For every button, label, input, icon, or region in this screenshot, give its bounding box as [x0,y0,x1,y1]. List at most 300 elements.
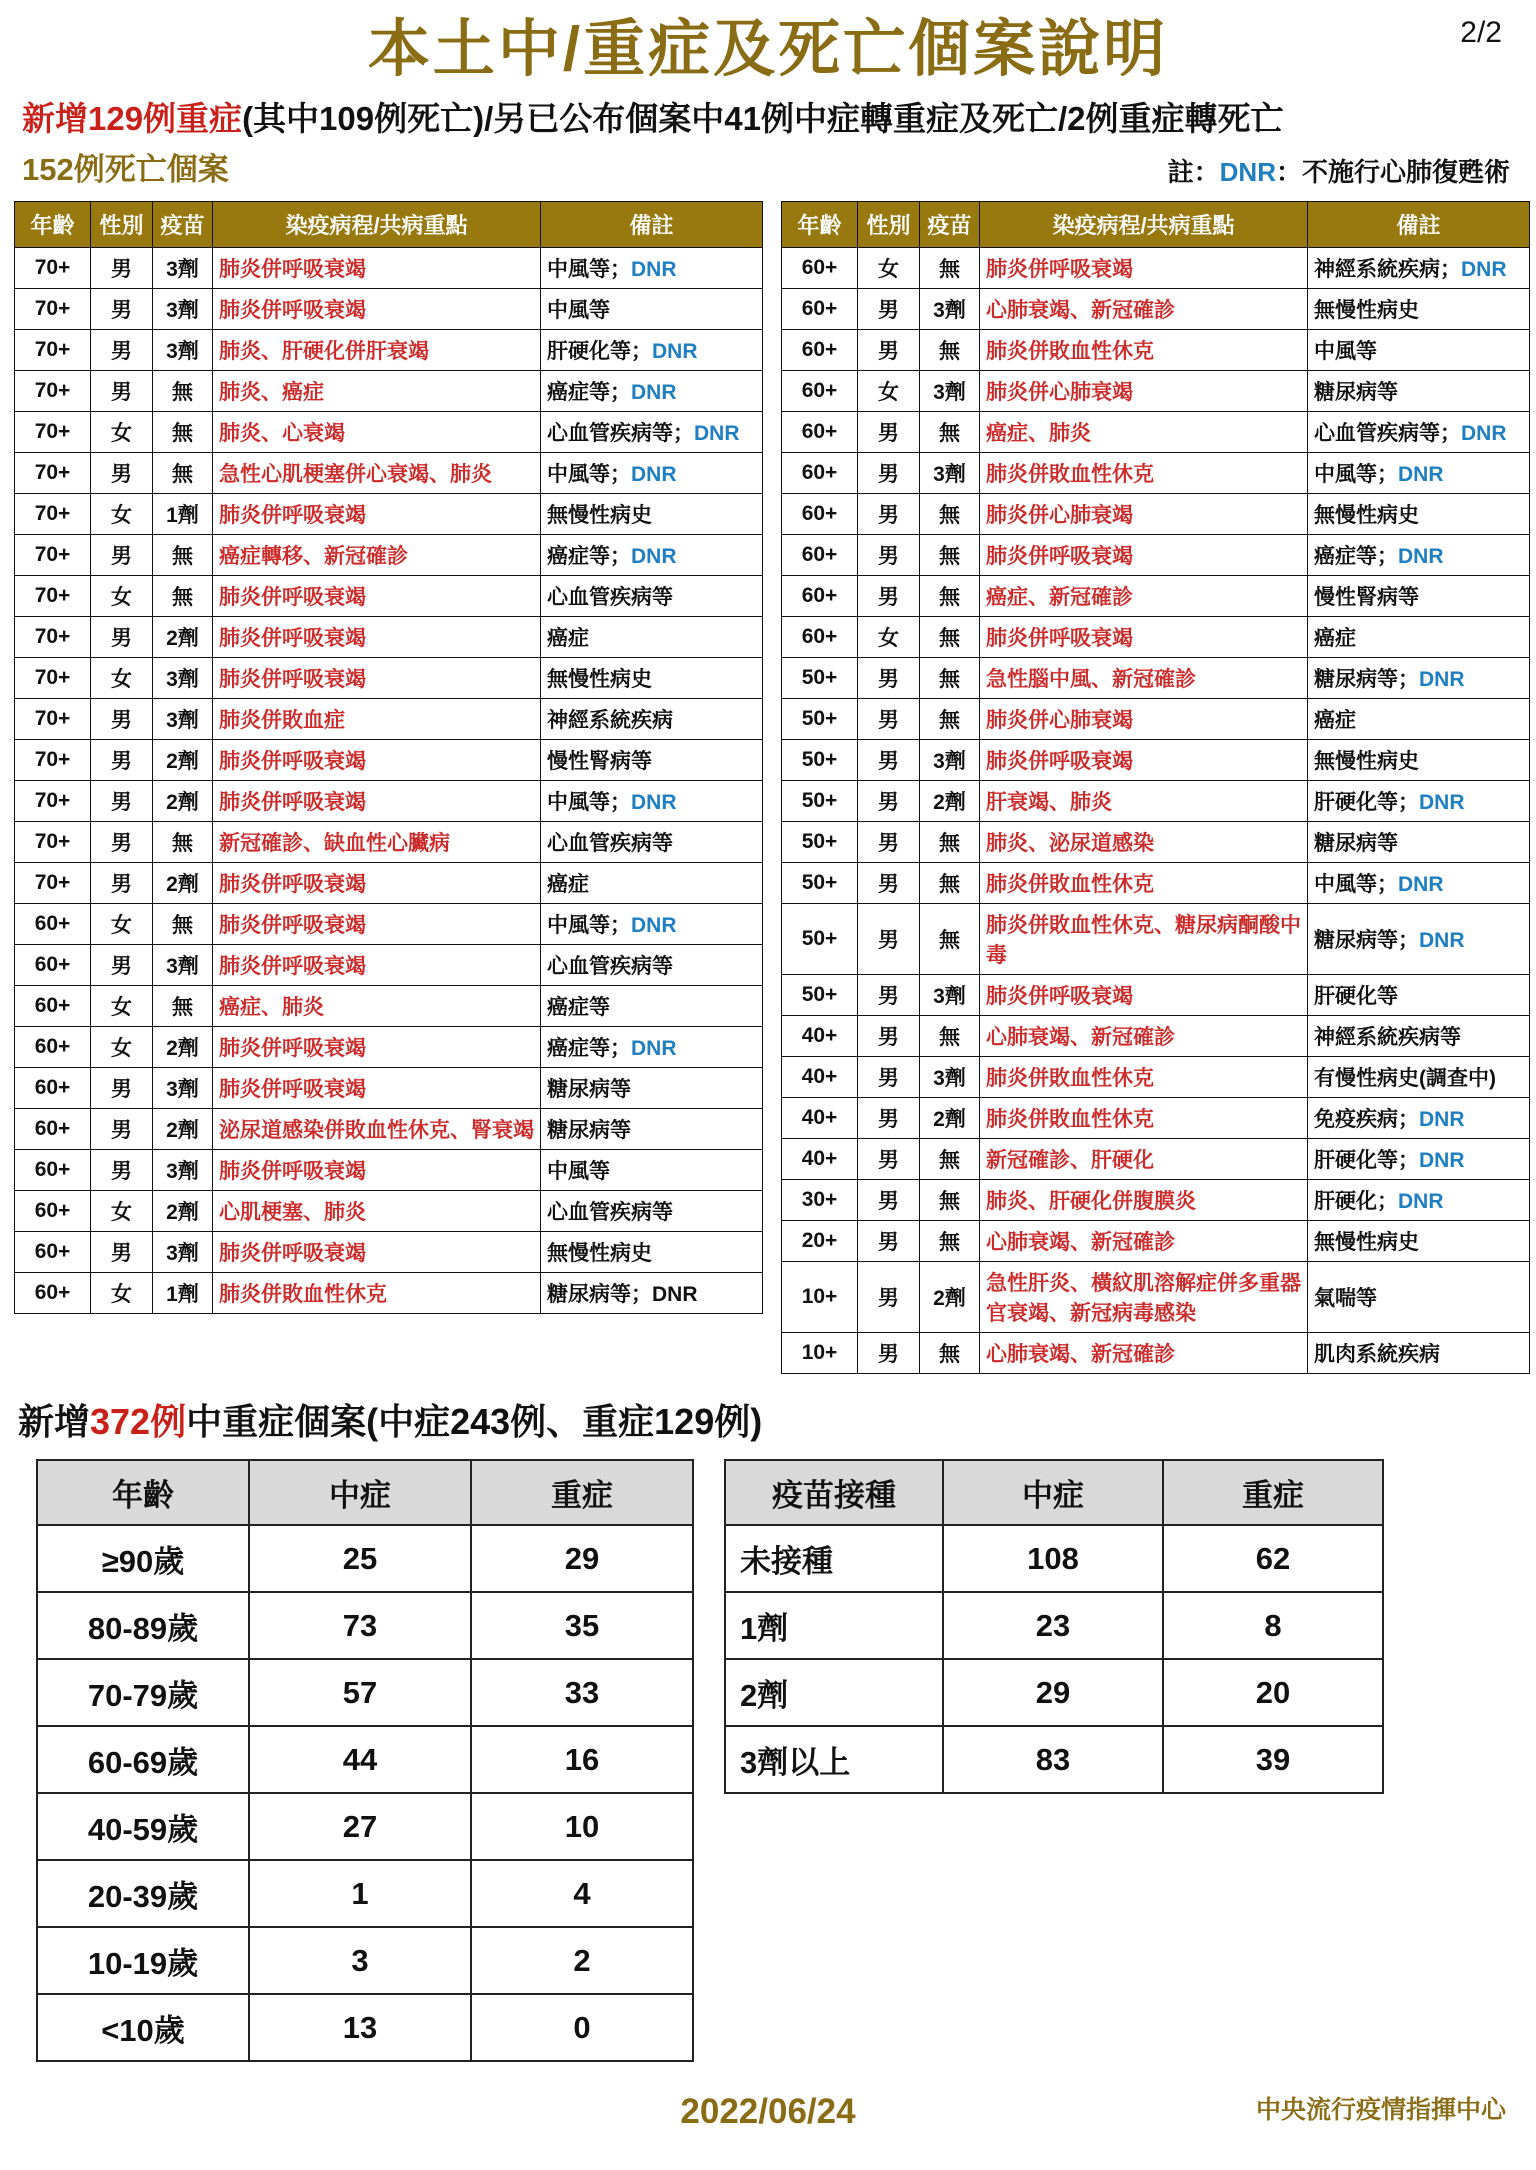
age-cell: 60+ [782,412,858,453]
sex-cell: 男 [858,576,920,617]
dnr-label: DNR [631,381,677,405]
death-row [782,453,1530,494]
vaccine-cell: 無 [920,1016,980,1057]
stats-col-header: 中症 [943,1460,1163,1525]
course-cell: 肺炎併敗血性休克 [980,330,1308,371]
stats-label-cell: 未接種 [725,1525,943,1592]
sex-cell: 男 [91,535,153,576]
dnr-label: DNR [1398,873,1444,897]
note-cell: 癌症等；DNR [541,1027,763,1068]
sex-cell: 女 [91,1273,153,1314]
legend-suffix: ：不施行心肺復甦術 [1275,157,1510,188]
stats-label-cell: 60-69歲 [37,1726,249,1793]
sex-cell: 男 [858,740,920,781]
vaccine-stats-head [725,1460,1383,1525]
note-cell: 中風等 [541,289,763,330]
death-row [782,289,1530,330]
course-cell: 肺炎併呼吸衰竭 [213,494,541,535]
death-table-right-wrap [781,201,1530,1374]
vaccine-cell: 無 [153,986,213,1027]
course-cell: 急性心肌梗塞併心衰竭、肺炎 [213,453,541,494]
vaccine-cell: 無 [153,576,213,617]
stats-value-cell: 10 [471,1793,693,1860]
stats-value-cell: 1 [249,1860,471,1927]
vaccine-cell: 3劑 [153,699,213,740]
sex-cell: 男 [858,330,920,371]
course-cell: 癌症轉移、新冠確診 [213,535,541,576]
death-row [782,1057,1530,1098]
course-cell: 肺炎併呼吸衰竭 [980,248,1308,289]
sex-cell: 男 [858,1057,920,1098]
sex-cell: 女 [91,1027,153,1068]
sex-cell: 男 [91,289,153,330]
death-row [15,699,763,740]
vaccine-cell: 無 [920,617,980,658]
sex-cell: 男 [91,1232,153,1273]
note-cell: 肝硬化等；DNR [1308,1139,1530,1180]
vaccine-cell: 無 [920,1180,980,1221]
course-cell: 肺炎併呼吸衰竭 [213,1232,541,1273]
vaccine-cell: 3劑 [153,289,213,330]
death-row [15,1273,763,1314]
vaccine-cell: 3劑 [153,330,213,371]
note-cell: 心血管疾病等 [541,576,763,617]
course-cell: 肺炎併呼吸衰竭 [213,1027,541,1068]
death-row [782,1098,1530,1139]
sex-cell: 男 [91,248,153,289]
age-cell: 50+ [782,740,858,781]
sex-cell: 男 [858,781,920,822]
course-cell: 癌症、新冠確診 [980,576,1308,617]
deaths-right-body [782,248,1530,1374]
mid-count: 372例 [90,1401,187,1443]
age-cell: 50+ [782,975,858,1016]
note-cell: 神經系統疾病；DNR [1308,248,1530,289]
stats-value-cell: 39 [1163,1726,1383,1793]
course-cell: 肺炎併呼吸衰竭 [213,617,541,658]
death-col-header: 疫苗 [920,202,980,248]
age-cell: 60+ [15,986,91,1027]
vaccine-cell: 3劑 [153,1150,213,1191]
course-cell: 肺炎併呼吸衰竭 [213,658,541,699]
new-severe-detail: (其中109例死亡)/另已公布個案中41例中症轉重症及死亡/2例重症轉死亡 [242,100,1284,138]
sex-cell: 男 [858,1221,920,1262]
note-cell: 心血管疾病等 [541,822,763,863]
vaccine-cell: 2劑 [920,781,980,822]
death-row [15,330,763,371]
course-cell: 肺炎、肝硬化併腹膜炎 [980,1180,1308,1221]
death-row [15,1068,763,1109]
vaccine-cell: 1劑 [153,494,213,535]
age-cell: 70+ [15,371,91,412]
death-row [782,1016,1530,1057]
stats-value-cell: 2 [471,1927,693,1994]
death-row [15,945,763,986]
sex-cell: 男 [858,494,920,535]
death-row [782,904,1530,975]
age-cell: 70+ [15,453,91,494]
sex-cell: 男 [91,740,153,781]
age-cell: 70+ [15,617,91,658]
stats-row [725,1726,1383,1793]
death-row [15,453,763,494]
stats-label-cell: 80-89歲 [37,1592,249,1659]
stats-label-cell: 2劑 [725,1659,943,1726]
age-cell: 30+ [782,1180,858,1221]
note-cell: 癌症 [541,863,763,904]
vaccine-cell: 3劑 [920,453,980,494]
vaccine-cell: 1劑 [153,1273,213,1314]
course-cell: 肺炎併心肺衰竭 [980,699,1308,740]
note-cell: 肌肉系統疾病 [1308,1333,1530,1374]
age-cell: 10+ [782,1262,858,1333]
course-cell: 心肺衰竭、新冠確診 [980,289,1308,330]
vaccine-cell: 無 [920,699,980,740]
sex-cell: 女 [91,986,153,1027]
stats-tables [0,1459,1536,2062]
stats-col-header: 重症 [1163,1460,1383,1525]
vaccine-cell: 無 [920,248,980,289]
note-cell: 中風等 [1308,330,1530,371]
age-cell: 60+ [15,945,91,986]
death-row [782,822,1530,863]
death-row [15,1191,763,1232]
sex-cell: 男 [858,863,920,904]
age-stats-table [36,1459,694,2062]
age-cell: 60+ [782,535,858,576]
death-row [15,289,763,330]
vaccine-cell: 無 [153,453,213,494]
course-cell: 新冠確診、肝硬化 [980,1139,1308,1180]
vaccine-cell: 3劑 [153,945,213,986]
note-cell: 心血管疾病等；DNR [541,412,763,453]
stats-value-cell: 3 [249,1927,471,1994]
note-cell: 無慢性病史 [1308,289,1530,330]
stats-value-cell: 62 [1163,1525,1383,1592]
stats-value-cell: 27 [249,1793,471,1860]
death-row [782,781,1530,822]
dnr-label: DNR [694,422,740,446]
stats-value-cell: 29 [943,1659,1163,1726]
death-row [15,1150,763,1191]
death-row [782,863,1530,904]
footer-agency: 中央流行疫情指揮中心 [1255,2096,1506,2124]
death-row [782,1180,1530,1221]
death-col-header: 年齡 [782,202,858,248]
stats-col-header: 重症 [471,1460,693,1525]
vaccine-cell: 無 [920,412,980,453]
death-row [15,863,763,904]
stats-label-cell: 40-59歲 [37,1793,249,1860]
vaccine-cell: 3劑 [920,975,980,1016]
age-cell: 60+ [782,371,858,412]
vaccine-cell: 無 [920,494,980,535]
note-cell: 癌症等；DNR [1308,535,1530,576]
stats-value-cell: 8 [1163,1592,1383,1659]
age-stats-body [37,1525,693,2061]
stats-value-cell: 20 [1163,1659,1383,1726]
vaccine-cell: 無 [153,904,213,945]
dnr-label: DNR [1398,463,1444,487]
page-number: 2/2 [1460,16,1502,49]
note-cell: 無慢性病史 [1308,1221,1530,1262]
stats-col-header: 中症 [249,1460,471,1525]
stats-label-cell: 70-79歲 [37,1659,249,1726]
stats-row [37,1793,693,1860]
stats-value-cell: 0 [471,1994,693,2061]
note-cell: 糖尿病等 [1308,371,1530,412]
course-cell: 肺炎、癌症 [213,371,541,412]
stats-header-row [37,1460,693,1525]
age-cell: 70+ [15,412,91,453]
sex-cell: 男 [91,453,153,494]
sex-cell: 女 [858,371,920,412]
age-cell: 70+ [15,822,91,863]
stats-value-cell: 29 [471,1525,693,1592]
course-cell: 肺炎併呼吸衰竭 [213,945,541,986]
course-cell: 肺炎併呼吸衰竭 [213,1068,541,1109]
note-cell: 肝硬化；DNR [1308,1180,1530,1221]
note-cell: 糖尿病等 [541,1068,763,1109]
age-cell: 70+ [15,535,91,576]
note-cell: 糖尿病等 [1308,822,1530,863]
stats-label-cell: 20-39歲 [37,1860,249,1927]
dnr-label: DNR [631,258,677,282]
death-table-left-head [15,202,763,248]
age-cell: 50+ [782,863,858,904]
course-cell: 心肌梗塞、肺炎 [213,1191,541,1232]
vaccine-cell: 無 [920,863,980,904]
course-cell: 肺炎併呼吸衰竭 [213,781,541,822]
sex-cell: 女 [91,494,153,535]
course-cell: 肝衰竭、肺炎 [980,781,1308,822]
death-row [782,494,1530,535]
death-row [15,822,763,863]
stats-value-cell: 83 [943,1726,1163,1793]
age-cell: 70+ [15,248,91,289]
age-cell: 60+ [782,576,858,617]
vaccine-cell: 無 [920,576,980,617]
course-cell: 肺炎、泌尿道感染 [980,822,1308,863]
course-cell: 肺炎併敗血症 [213,699,541,740]
death-col-header: 染疫病程/共病重點 [980,202,1308,248]
sex-cell: 男 [91,617,153,658]
death-col-header: 疫苗 [153,202,213,248]
sex-cell: 女 [91,658,153,699]
dnr-legend [1168,152,1510,189]
stats-row [37,1726,693,1793]
footer-date: 2022/06/24 [680,2092,856,2131]
death-row [15,535,763,576]
vaccine-cell: 無 [153,535,213,576]
death-row [15,781,763,822]
dnr-label: DNR [1419,929,1465,953]
stats-label-cell: 3劑以上 [725,1726,943,1793]
note-cell: 無慢性病史 [541,1232,763,1273]
death-row [782,412,1530,453]
vaccine-cell: 3劑 [153,1068,213,1109]
vaccine-cell: 2劑 [153,781,213,822]
course-cell: 癌症、肺炎 [213,986,541,1027]
stats-value-cell: 13 [249,1994,471,2061]
course-cell: 肺炎、肝硬化併肝衰竭 [213,330,541,371]
dnr-label: DNR [631,791,677,815]
stats-label-cell: 10-19歲 [37,1927,249,1994]
course-cell: 肺炎併呼吸衰竭 [213,863,541,904]
age-cell: 60+ [15,904,91,945]
note-cell: 糖尿病等；DNR [1308,904,1530,975]
age-cell: 40+ [782,1139,858,1180]
course-cell: 急性腦中風、新冠確診 [980,658,1308,699]
vaccine-cell: 3劑 [153,1232,213,1273]
death-col-header: 性別 [858,202,920,248]
sex-cell: 男 [858,904,920,975]
note-cell: 糖尿病等；DNR [1308,658,1530,699]
death-row [782,699,1530,740]
sex-cell: 女 [91,904,153,945]
note-cell: 無慢性病史 [541,658,763,699]
age-cell: 60+ [782,494,858,535]
course-cell: 肺炎併心肺衰竭 [980,494,1308,535]
course-cell: 肺炎併呼吸衰竭 [980,975,1308,1016]
stats-row [37,1860,693,1927]
course-cell: 肺炎併敗血性休克 [980,863,1308,904]
note-cell: 中風等 [541,1150,763,1191]
course-cell: 癌症、肺炎 [980,412,1308,453]
dnr-label: DNR [652,340,698,364]
course-cell: 心肺衰竭、新冠確診 [980,1333,1308,1374]
note-cell: 癌症 [541,617,763,658]
sex-cell: 男 [858,289,920,330]
stats-value-cell: 33 [471,1659,693,1726]
age-cell: 60+ [15,1068,91,1109]
note-cell: 慢性腎病等 [1308,576,1530,617]
death-row [15,1232,763,1273]
note-cell: 中風等；DNR [1308,863,1530,904]
course-cell: 肺炎併心肺衰竭 [980,371,1308,412]
vaccine-cell: 3劑 [920,1057,980,1098]
vaccine-cell: 2劑 [153,1191,213,1232]
dnr-label: DNR [1419,1108,1465,1132]
vaccine-stats-body [725,1525,1383,1793]
age-cell: 50+ [782,822,858,863]
note-cell: 癌症 [1308,617,1530,658]
death-row [782,330,1530,371]
note-cell: 無慢性病史 [541,494,763,535]
death-row [782,1139,1530,1180]
vaccine-cell: 無 [920,1333,980,1374]
death-row [15,904,763,945]
note-cell: 神經系統疾病等 [1308,1016,1530,1057]
death-row [782,740,1530,781]
note-cell: 肝硬化等；DNR [1308,781,1530,822]
stats-value-cell: 23 [943,1592,1163,1659]
vaccine-cell: 無 [153,371,213,412]
sex-cell: 女 [91,1191,153,1232]
sex-cell: 男 [858,453,920,494]
sex-cell: 男 [858,412,920,453]
death-table-right-head [782,202,1530,248]
vaccine-cell: 3劑 [153,248,213,289]
stats-value-cell: 57 [249,1659,471,1726]
sex-cell: 女 [91,576,153,617]
dnr-label: DNR [1419,1149,1465,1173]
death-row [15,248,763,289]
stats-label-cell: ≥90歲 [37,1525,249,1592]
dnr-label: DNR [1398,545,1444,569]
death-table-right [781,201,1530,1374]
stats-row [725,1525,1383,1592]
death-row [782,248,1530,289]
sex-cell: 男 [91,699,153,740]
course-cell: 肺炎併呼吸衰竭 [213,576,541,617]
vaccine-cell: 無 [920,535,980,576]
death-row [15,1027,763,1068]
age-cell: 70+ [15,289,91,330]
course-cell: 急性肝炎、橫紋肌溶解症併多重器官衰竭、新冠病毒感染 [980,1262,1308,1333]
age-cell: 50+ [782,781,858,822]
sex-cell: 男 [858,1333,920,1374]
death-row [782,576,1530,617]
note-cell: 癌症等；DNR [541,535,763,576]
death-header-row [782,202,1530,248]
sex-cell: 男 [858,822,920,863]
stats-value-cell: 35 [471,1592,693,1659]
stats-label-cell: <10歲 [37,1994,249,2061]
course-cell: 肺炎併呼吸衰竭 [213,289,541,330]
death-row [782,658,1530,699]
death-table-left-wrap [14,201,763,1314]
stats-row [37,1525,693,1592]
age-cell: 60+ [782,248,858,289]
age-cell: 40+ [782,1098,858,1139]
death-header-row [15,202,763,248]
death-col-header: 備註 [1308,202,1530,248]
sex-cell: 男 [91,822,153,863]
sex-cell: 男 [91,1068,153,1109]
course-cell: 肺炎併呼吸衰竭 [213,248,541,289]
vaccine-cell: 3劑 [920,289,980,330]
sex-cell: 男 [91,945,153,986]
age-cell: 50+ [782,699,858,740]
summary-line-1 [0,85,1536,140]
age-cell: 70+ [15,330,91,371]
age-cell: 50+ [782,904,858,975]
vaccine-cell: 無 [920,658,980,699]
vaccine-cell: 2劑 [153,1027,213,1068]
vaccine-cell: 無 [920,1221,980,1262]
note-cell: 無慢性病史 [1308,740,1530,781]
age-cell: 60+ [15,1027,91,1068]
note-cell: 有慢性病史(調查中) [1308,1057,1530,1098]
vaccine-stats-table [724,1459,1384,1794]
vaccine-cell: 2劑 [153,617,213,658]
death-row [15,412,763,453]
sex-cell: 男 [91,781,153,822]
note-cell: 癌症等 [541,986,763,1027]
death-row [15,740,763,781]
sex-cell: 男 [858,699,920,740]
death-col-header: 染疫病程/共病重點 [213,202,541,248]
dnr-label: DNR [1461,422,1507,446]
vaccine-cell: 無 [153,822,213,863]
course-cell: 肺炎併呼吸衰竭 [980,535,1308,576]
course-cell: 肺炎併敗血性休克 [980,1098,1308,1139]
death-row [782,617,1530,658]
age-cell: 40+ [782,1016,858,1057]
death-row [782,975,1530,1016]
stats-value-cell: 44 [249,1726,471,1793]
